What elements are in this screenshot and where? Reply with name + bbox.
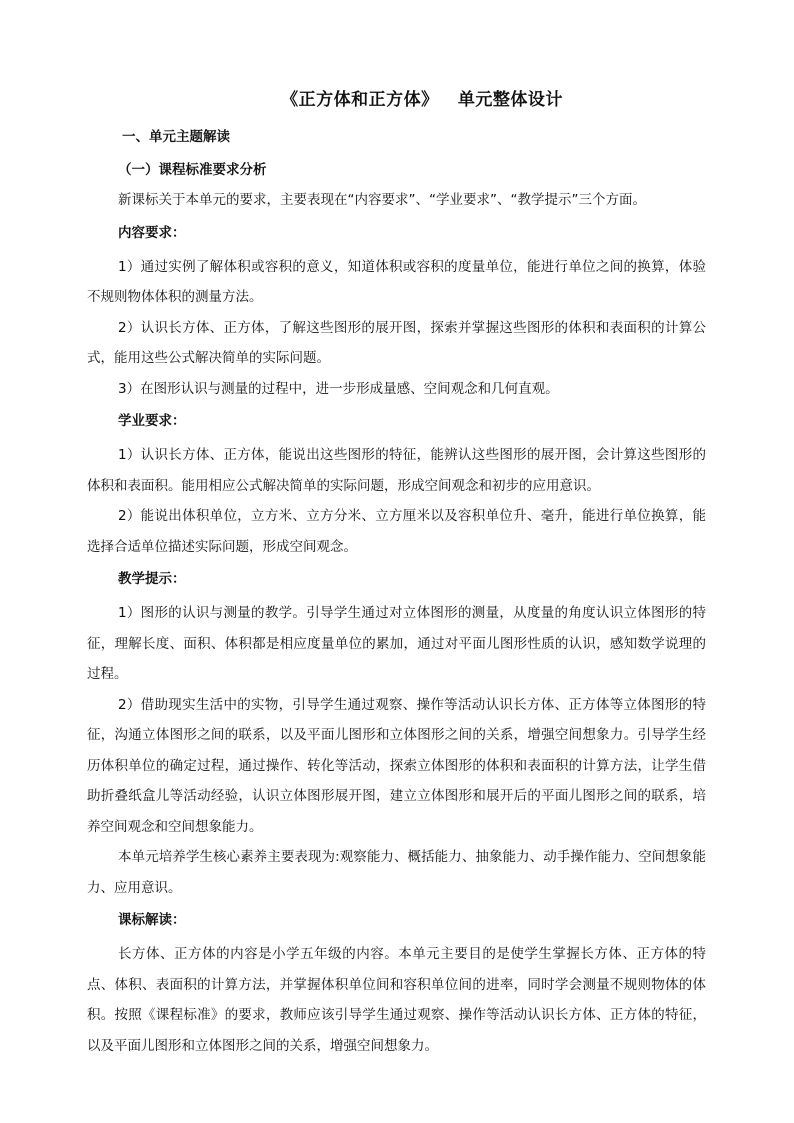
intro-wrap bbox=[87, 185, 706, 216]
content-requirement-item: 1）通过实例了解体积或容积的意义，知道体积或容积的度量单位，能进行单位之间的换算，体验不规则物体体积的测量方法。 bbox=[87, 258, 706, 305]
interpretation-wrap bbox=[87, 939, 706, 1061]
interpretation-paragraph: 长方体、正方体的内容是小学五年级的内容。本单元主要目的是使学生掌握长方体、正方体的特点、体积、表面积的计算方法，并掌握体积单位间和容积单位间的进率，同时学会测量不规则物体的体积。按照《课程标准》的要求，教师应该引导学生通过观察、操作等活动认识长方体、正方体的特征，以及平面儿图形和立体图形之间的关系，增强空间想象力。 bbox=[87, 946, 706, 1054]
content-requirement-item: 3）在图形认识与测量的过程中，进一步形成量感、空间观念和几何直观。 bbox=[118, 380, 559, 397]
content-requirement-item: 2）认识长方体、正方体，了解这些图形的展开图，探索并掌握这些图形的体积和表面积的计算公式，能用这些公式解决简单的实际问题。 bbox=[87, 319, 706, 366]
teaching-tips-heading: 教学提示： bbox=[118, 571, 186, 587]
document-title: 《正方体和正方体》 单元整体设计 bbox=[281, 90, 563, 110]
intro-paragraph: 新课标关于本单元的要求，主要表现在“内容要求”、“学业要求”、“教学提示”三个方面。 bbox=[118, 192, 646, 208]
section-heading-unit-theme: 一、单元主题解读 bbox=[122, 129, 230, 145]
teaching-tips-list bbox=[87, 598, 706, 903]
academic-requirements-list bbox=[87, 440, 706, 562]
teaching-tip-item: 1）图形的认识与测量的教学。引导学生通过对立体图形的测量，从度量的角度认识立体图形的特征，理解长度、面积、体积都是相应度量单位的累加，通过对平面儿图形性质的认识，感知数学说理的过程。 bbox=[87, 605, 706, 682]
content-requirements-heading: 内容要求： bbox=[118, 224, 186, 241]
teaching-tip-item: 2）借助现实生活中的实物，引导学生通过观察、操作等活动认识长方体、正方体等立体图形的特征，沟通立体图形之间的联系，以及平面儿图形和立体图形之间的关系，增强空间想象力。引导学生经历体积单位的确定过程，通过操作、转化等活动，探索立体图形的体积和表面积的计算方法，让学生借助折叠纸盒儿等活动经验，认识立体图形展开图，建立立体图形和展开后的平面儿图形之间的联系，培养空间观念和空间想象能力。 bbox=[87, 696, 706, 835]
interpretation-heading: 课标解读： bbox=[118, 912, 186, 928]
core-literacy-paragraph: 本单元培养学生核心素养主要表现为:观察能力、概括能力、抽象能力、动手操作能力、空间想象能力、应用意识。 bbox=[87, 849, 706, 896]
academic-requirement-item: 2）能说出体积单位，立方米、立方分米、立方厘米以及容积单位升、毫升，能进行单位换算，能选择合适单位描述实际问题，形成空间观念。 bbox=[87, 508, 706, 555]
content-requirements-list bbox=[87, 252, 706, 405]
subsection-heading-curriculum-analysis: （一）课程标准要求分析 bbox=[118, 162, 267, 178]
academic-requirements-heading: 学业要求： bbox=[118, 413, 186, 429]
academic-requirement-item: 1）认识长方体、正方体，能说出这些图形的特征，能辨认这些图形的展开图，会计算这些图形的体积和表面积。能用相应公式解决简单的实际问题，形成空间观念和初步的应用意识。 bbox=[87, 447, 706, 494]
